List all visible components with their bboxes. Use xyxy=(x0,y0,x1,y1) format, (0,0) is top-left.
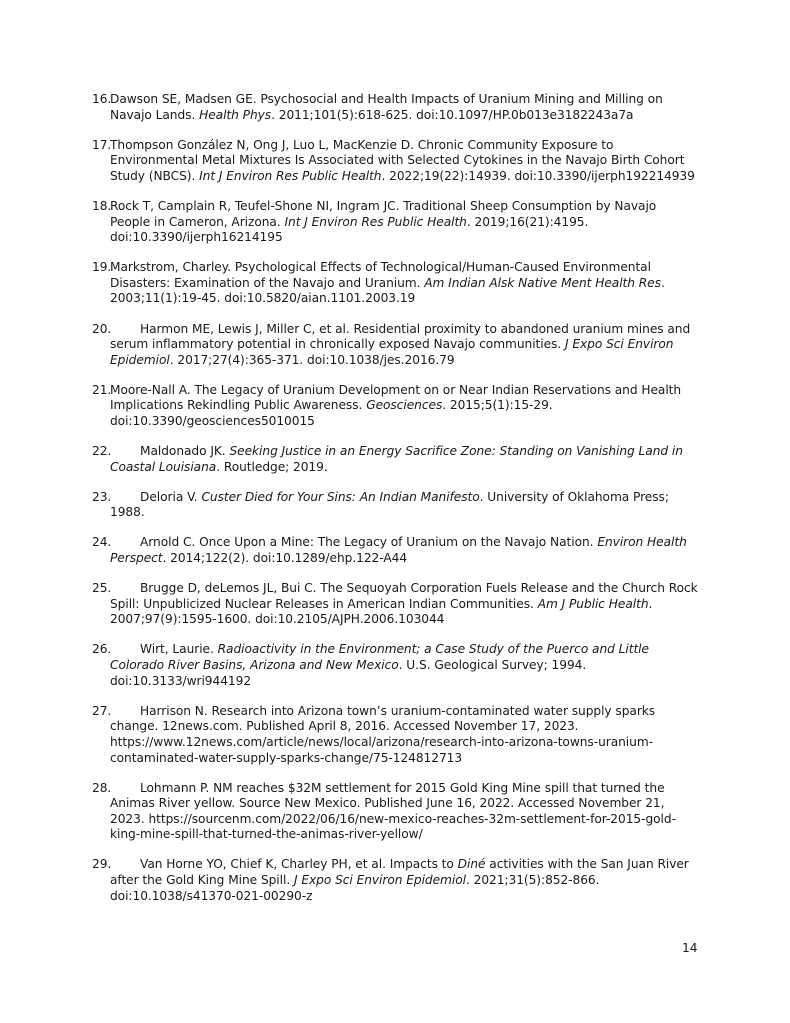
reference-italic-text: Environ Health Perspect xyxy=(110,535,687,566)
reference-text: . 2015;5(1):15-29. doi:10.3390/geosciences5010015 xyxy=(110,398,553,428)
reference-item xyxy=(92,444,698,475)
reference-text: . 2014;122(2). doi:10.1289/ehp.122-A44 xyxy=(162,551,408,566)
reference-italic-text: Diné xyxy=(457,857,486,872)
reference-italic-text: Int J Environ Res Public Health xyxy=(199,168,382,183)
reference-text: activities with the San Juan River after the Gold King Mine Spill. xyxy=(110,857,689,888)
reference-italic-text: J Expo Sci Environ Epidemiol xyxy=(293,873,466,888)
reference-italic-text: Geosciences xyxy=(366,398,443,413)
reference-item xyxy=(92,581,698,628)
reference-item xyxy=(92,260,698,307)
reference-text: Dawson SE, Madsen GE. Psychosocial and Health Impacts of Uranium Mining and Milling on Navajo Lands. xyxy=(110,92,663,122)
reference-number: 29. xyxy=(92,857,112,872)
reference-number: 22. xyxy=(92,444,112,459)
reference-item xyxy=(92,199,698,246)
reference-item xyxy=(92,704,698,766)
reference-text: Brugge D, deLemos JL, Bui C. The Sequoyah Corporation Fuels Release and the Church Rock Spill: Unpublicized Nuclear Releases in American Indian Communities. xyxy=(110,581,698,611)
reference-text: Rock T, Camplain R, Teufel-Shone NI, Ingram JC. Traditional Sheep Consumption by Navajo People in Cameron, Arizona. xyxy=(110,198,657,229)
reference-item xyxy=(92,781,698,843)
reference-text: . University of Oklahoma Press; 1988. xyxy=(110,489,669,520)
page-number: 14 xyxy=(682,941,698,955)
reference-italic-text: Am Indian Alsk Native Ment Health Res xyxy=(424,275,661,290)
reference-text: . 2022;19(22):14939. doi:10.3390/ijerph192214939 xyxy=(381,168,695,183)
reference-number: 25. xyxy=(92,581,112,596)
reference-text: . 2019;16(21):4195. doi:10.3390/ijerph16214195 xyxy=(110,214,589,245)
reference-list xyxy=(92,92,698,919)
reference-item xyxy=(92,857,698,904)
reference-text: Harrison N. Research into Arizona town’s uranium-contaminated water supply sparks change. 12news.com. Published April 8, 2016. Accessed November 17, 2023. https://www.12news.com/article/news/local/arizona/research-into-arizona-towns-uranium-contaminated-water-supply-sparks-change/75-124812713 xyxy=(110,703,656,765)
reference-number: 18. xyxy=(92,198,112,213)
reference-number: 27. xyxy=(92,703,112,718)
reference-number: 26. xyxy=(92,642,112,657)
reference-number: 23. xyxy=(92,489,112,504)
reference-italic-text: Custer Died for Your Sins: An Indian Manifesto xyxy=(201,489,480,504)
reference-text: . 2017;27(4):365-371. doi:10.1038/jes.2016.79 xyxy=(169,352,455,367)
reference-text: Thompson González N, Ong J, Luo L, MacKenzie D. Chronic Community Exposure to Environmental Metal Mixtures Is Associated with Selected Cytokines in the Navajo Birth Cohort Study (NBCS). xyxy=(110,137,685,183)
reference-text: Lohmann P. NM reaches $32M settlement for 2015 Gold King Mine spill that turned the Animas River yellow. Source New Mexico. Published June 16, 2022. Accessed November 21, 2023. https://sourcenm.com/2022/06/16/new-mexico-reaches-32m-settlement-for-2015-gold-king-mine-spill-that-turned-the-animas-river-yellow/ xyxy=(110,780,676,842)
reference-number: 28. xyxy=(92,780,112,795)
reference-item xyxy=(92,138,698,185)
reference-text: . 2007;97(9):1595-1600. doi:10.2105/AJPH.2006.103044 xyxy=(110,596,653,627)
reference-text: Wirt, Laurie. xyxy=(140,642,218,657)
reference-item xyxy=(92,92,698,123)
reference-text: . 2011;101(5):618-625. doi:10.1097/HP.0b013e3182243a7a xyxy=(271,107,634,122)
reference-item xyxy=(92,322,698,369)
reference-italic-text: Health Phys xyxy=(199,107,272,122)
reference-italic-text: Am J Public Health xyxy=(537,596,649,611)
reference-italic-text: Int J Environ Res Public Health xyxy=(284,214,467,229)
reference-italic-text: J Expo Sci Environ Epidemiol xyxy=(110,337,674,367)
reference-text: . 2003;11(1):19-45. doi:10.5820/aian.1101.2003.19 xyxy=(110,275,665,306)
reference-text: Markstrom, Charley. Psychological Effects of Technological/Human-Caused Environmental Disasters: Examination of the Navajo and Uranium. xyxy=(110,260,651,290)
reference-text: Maldonado JK. xyxy=(140,444,230,459)
reference-text: . 2021;31(5):852-866. doi:10.1038/s41370-021-00290-z xyxy=(110,873,600,903)
reference-item xyxy=(92,535,698,566)
reference-text: Arnold C. Once Upon a Mine: The Legacy of Uranium on the Navajo Nation. xyxy=(140,535,598,550)
reference-italic-text: Radioactivity in the Environment; a Case Study of the Puerco and Little Colorado River Basins, Arizona and New Mexico xyxy=(110,642,649,673)
reference-italic-text: Seeking Justice in an Energy Sacrifice Zone: Standing on Vanishing Land in Coastal Louisiana xyxy=(110,444,683,474)
reference-number: 17. xyxy=(92,137,112,152)
reference-number: 21. xyxy=(92,382,112,397)
reference-text: Harmon ME, Lewis J, Miller C, et al. Residential proximity to abandoned uranium mines and serum inflammatory potential in chronically exposed Navajo communities. xyxy=(110,321,691,352)
reference-number: 24. xyxy=(92,535,112,550)
reference-text: Deloria V. xyxy=(140,489,202,504)
reference-text: Moore-Nall A. The Legacy of Uranium Development on or Near Indian Reservations and Health Implications Rekindling Public Awareness. xyxy=(110,382,682,413)
reference-number: 19. xyxy=(92,260,112,275)
reference-item xyxy=(92,642,698,689)
reference-number: 20. xyxy=(92,321,112,336)
reference-text: . Routledge; 2019. xyxy=(216,459,328,474)
reference-item xyxy=(92,383,698,430)
reference-number: 16. xyxy=(92,92,112,106)
reference-text: . U.S. Geological Survey; 1994. doi:10.3133/wri944192 xyxy=(110,658,587,688)
reference-item xyxy=(92,490,698,521)
reference-text: Van Horne YO, Chief K, Charley PH, et al. Impacts to xyxy=(140,857,458,872)
